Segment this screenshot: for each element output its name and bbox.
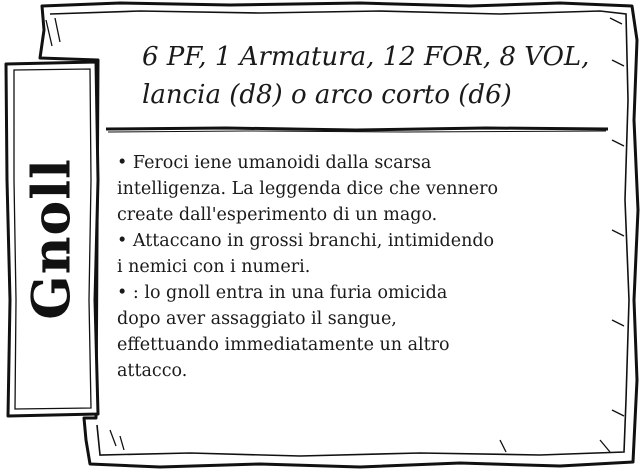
description-line: • Attaccano in grossi branchi, intimidendo bbox=[117, 231, 495, 251]
card-title: Gnoll bbox=[21, 158, 83, 320]
description-line: effettuando immediatamente un altro bbox=[117, 335, 450, 355]
description-line: • Feroci iene umanoidi dalla scarsa bbox=[117, 153, 432, 173]
description-paragraph-3 bbox=[117, 280, 587, 384]
description-line: i nemici con i numeri. bbox=[117, 257, 311, 277]
description-line: dopo aver assaggiato il sangue, bbox=[117, 309, 397, 329]
description-line: intelligenza. La leggenda dice che vennero bbox=[117, 179, 499, 199]
description bbox=[117, 150, 587, 384]
description-line: create dall'esperimento di un mago. bbox=[117, 205, 438, 225]
name-tab bbox=[4, 60, 100, 418]
stats-line-1: 6 PF, 1 Armatura, 12 FOR, 8 VOL, bbox=[142, 42, 590, 72]
description-paragraph-1 bbox=[117, 150, 587, 228]
stats-line-2: lancia (d8) o arco corto (d6) bbox=[142, 80, 512, 110]
description-line: • : lo gnoll entra in una furia omicida bbox=[117, 283, 448, 303]
description-line: attacco. bbox=[117, 361, 188, 381]
description-paragraph-2 bbox=[117, 228, 587, 280]
stats-block bbox=[142, 38, 612, 114]
divider bbox=[106, 124, 608, 134]
